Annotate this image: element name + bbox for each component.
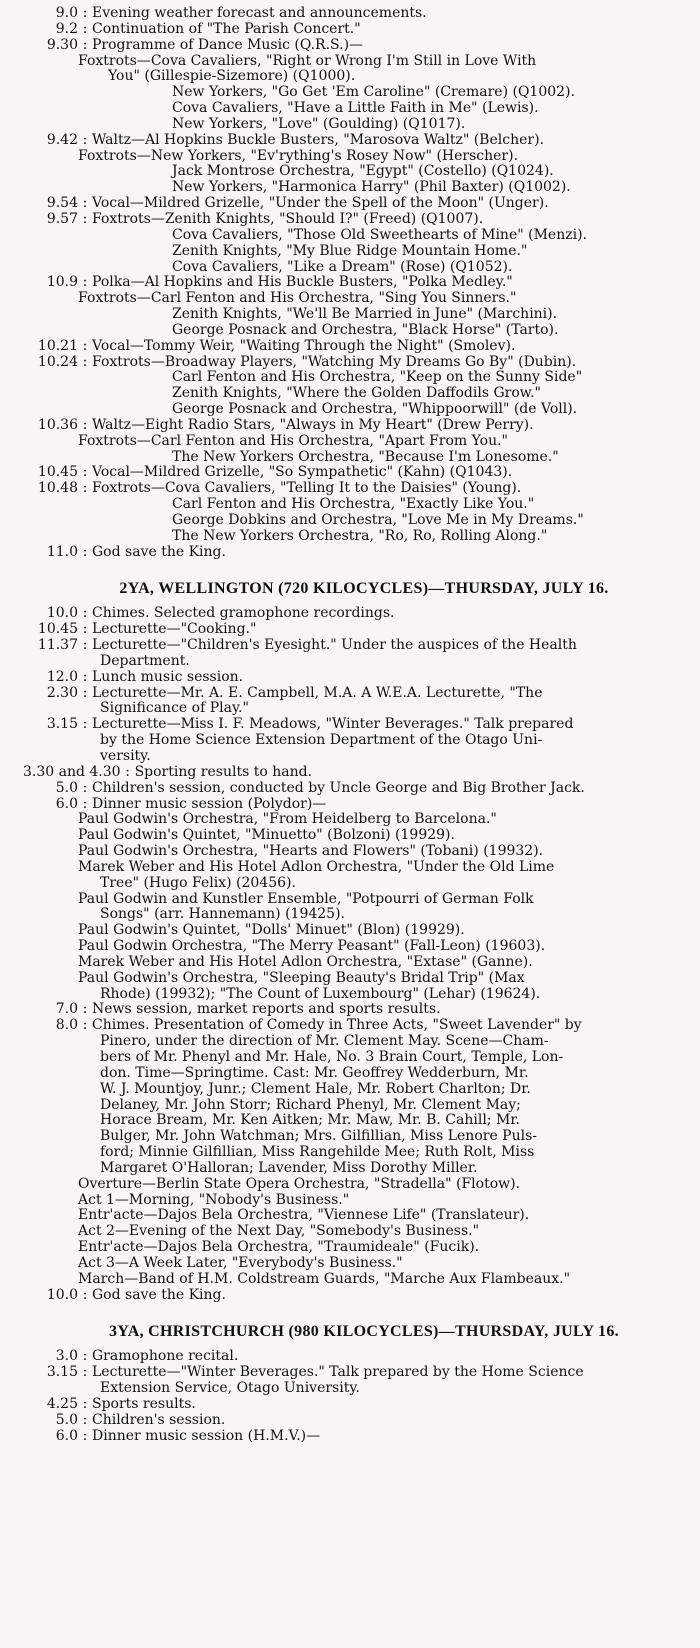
time-separator: : bbox=[82, 1287, 88, 1303]
programme-entry-continuation bbox=[20, 85, 688, 101]
entry-text: Jack Montrose Orchestra, "Egypt" (Costello) (Q1024). bbox=[172, 164, 554, 180]
programme-entry bbox=[20, 339, 688, 355]
entry-text: Paul Godwin Orchestra, "The Merry Peasant" (Fall-Leon) (19603). bbox=[78, 939, 546, 955]
entry-time: 3.15 bbox=[46, 1365, 78, 1381]
programme-entry-continuation bbox=[20, 812, 688, 828]
programme-entry bbox=[20, 1413, 688, 1429]
time-separator: : bbox=[82, 638, 88, 654]
entry-text: Foxtrots—Broadway Players, "Watching My Dreams Go By" (Dubin). bbox=[92, 354, 577, 370]
entry-text: Entr'acte—Dajos Bela Orchestra, "Traumideale" (Fucik). bbox=[78, 1240, 480, 1256]
programme-entry-continuation bbox=[20, 654, 688, 670]
programme-entry-continuation bbox=[20, 1129, 688, 1145]
entry-text: Overture—Berlin State Opera Orchestra, "Stradella" (Flotow). bbox=[78, 1176, 521, 1192]
programme-entry-continuation bbox=[20, 1177, 688, 1193]
programme-entry-continuation bbox=[20, 971, 688, 987]
entry-text: New Yorkers, "Love" (Goulding) (Q1017). bbox=[172, 116, 466, 132]
entry-text: Foxtrots—Zenith Knights, "Should I?" (Freed) (Q1007). bbox=[92, 211, 484, 227]
programme-entry-continuation bbox=[20, 69, 688, 85]
entry-text: Zenith Knights, "Where the Golden Daffodils Grow." bbox=[172, 386, 541, 402]
entry-time: 10.36 bbox=[37, 417, 78, 433]
time-separator: : bbox=[82, 780, 88, 796]
entry-text: Evening weather forecast and announcements. bbox=[92, 6, 427, 21]
programme-entry bbox=[20, 481, 688, 497]
entry-time: 10.0 bbox=[46, 606, 78, 622]
programme-entry bbox=[20, 1365, 688, 1381]
entry-text: Delaney, Mr. John Storr; Richard Phenyl, Mr. Clement May; bbox=[100, 1097, 521, 1113]
programme-entry-continuation bbox=[20, 907, 688, 923]
entry-text: Entr'acte—Dajos Bela Orchestra, "Viennese Life" (Translateur). bbox=[78, 1208, 530, 1224]
entry-text: News session, market reports and sports results. bbox=[92, 1002, 441, 1018]
time-separator: : bbox=[82, 1428, 88, 1444]
entry-text: Paul Godwin's Quintet, "Dolls' Minuet" (Blon) (19929). bbox=[78, 923, 465, 939]
time-separator: : bbox=[82, 275, 88, 291]
entry-text: Paul Godwin's Quintet, "Minuetto" (Bolzoni) (19929). bbox=[78, 828, 455, 844]
entry-text: Act 2—Evening of the Next Day, "Somebody's Business." bbox=[78, 1224, 480, 1240]
programme-entry-continuation bbox=[20, 701, 688, 717]
programme-entry-continuation bbox=[20, 244, 688, 260]
entry-time: 11.0 bbox=[46, 544, 78, 560]
programme-entry bbox=[20, 212, 688, 228]
programme-entry bbox=[20, 1288, 688, 1304]
entry-text: Continuation of "The Parish Concert." bbox=[92, 21, 361, 37]
time-separator: : bbox=[82, 6, 88, 21]
entry-text: Vocal—Mildred Grizelle, "So Sympathetic" (Kahn) (Q1043). bbox=[92, 465, 513, 481]
entry-time: 9.57 bbox=[46, 211, 78, 227]
programme-entry-continuation bbox=[20, 370, 688, 386]
entry-text: Paul Godwin's Orchestra, "Sleeping Beauty's Bridal Trip" (Max bbox=[78, 970, 525, 986]
programme-entry-continuation bbox=[20, 164, 688, 180]
programme-entry-continuation bbox=[20, 1208, 688, 1224]
entry-text: Lecturette—"Cooking." bbox=[92, 622, 257, 638]
time-separator: : bbox=[82, 1349, 88, 1365]
time-separator: : bbox=[82, 338, 88, 354]
entry-text: Foxtrots—Cova Cavaliers, "Telling It to the Daisies" (Young). bbox=[92, 481, 522, 497]
time-separator: : bbox=[82, 481, 88, 497]
programme-entry-continuation bbox=[20, 733, 688, 749]
entry-text: Rhode) (19932); "The Count of Luxembourg" (Lehar) (19624). bbox=[100, 986, 541, 1002]
time-separator: : bbox=[82, 685, 88, 701]
entry-text: Sporting results to hand. bbox=[134, 764, 312, 780]
time-separator: : bbox=[82, 606, 88, 622]
entry-text: Cova Cavaliers, "Those Old Sweethearts of Mine" (Menzi). bbox=[172, 227, 587, 243]
entry-text: Dinner music session (H.M.V.)— bbox=[92, 1428, 321, 1444]
entry-time: 9.30 bbox=[46, 37, 78, 53]
programme-entry bbox=[20, 38, 688, 54]
programme-section-continuation bbox=[20, 6, 688, 561]
entry-text: Polka—Al Hopkins and His Buckle Busters, "Polka Medley." bbox=[92, 275, 513, 291]
programme-section-2ya bbox=[20, 606, 688, 1303]
programme-entry-continuation bbox=[20, 291, 688, 307]
entry-text: Marek Weber and His Hotel Adlon Orchestra, "Extase" (Ganne). bbox=[78, 954, 533, 970]
programme-entry bbox=[20, 797, 688, 813]
programme-entry-continuation bbox=[20, 117, 688, 133]
programme-entry bbox=[20, 781, 688, 797]
time-separator: : bbox=[82, 211, 88, 227]
programme-entry-continuation bbox=[20, 260, 688, 276]
entry-text: God save the King. bbox=[92, 544, 226, 560]
entry-time: 12.0 bbox=[46, 669, 78, 685]
programme-entry-continuation bbox=[20, 955, 688, 971]
entry-text: Waltz—Al Hopkins Buckle Busters, "Marosova Waltz" (Belcher). bbox=[92, 132, 544, 148]
programme-entry bbox=[20, 622, 688, 638]
entry-text: Lecturette—"Children's Eyesight." Under the auspices of the Health bbox=[92, 638, 577, 654]
entry-text: The New Yorkers Orchestra, "Because I'm Lonesome." bbox=[172, 449, 559, 465]
programme-entry bbox=[20, 1018, 688, 1034]
programme-entry bbox=[20, 465, 688, 481]
time-separator: : bbox=[82, 465, 88, 481]
entry-text: The New Yorkers Orchestra, "Ro, Ro, Rolling Along." bbox=[172, 528, 548, 544]
programme-entry bbox=[20, 545, 688, 561]
entry-text: ford; Minnie Gilfillian, Miss Rangehilde Mee; Ruth Rolt, Miss bbox=[100, 1145, 535, 1161]
programme-entry-continuation bbox=[20, 860, 688, 876]
programme-entry bbox=[20, 670, 688, 686]
time-separator: : bbox=[82, 1396, 88, 1412]
entry-text: Vocal—Tommy Weir, "Waiting Through the Night" (Smolev). bbox=[92, 338, 516, 354]
programme-entry-continuation bbox=[20, 228, 688, 244]
entry-text: Children's session, conducted by Uncle George and Big Brother Jack. bbox=[92, 780, 585, 796]
time-separator: : bbox=[82, 1412, 88, 1428]
time-separator: : bbox=[82, 796, 88, 812]
entry-time: 6.0 bbox=[55, 796, 78, 812]
programme-entry-continuation bbox=[20, 1224, 688, 1240]
entry-text: New Yorkers, "Harmonica Harry" (Phil Baxter) (Q1002). bbox=[172, 180, 571, 196]
entry-text: Lecturette—Miss I. F. Meadows, "Winter Beverages." Talk prepared bbox=[92, 717, 574, 733]
programme-entry-continuation bbox=[20, 529, 688, 545]
time-separator: : bbox=[82, 417, 88, 433]
programme-entry-continuation bbox=[20, 1256, 688, 1272]
programme-entry-continuation bbox=[20, 307, 688, 323]
entry-text: by the Home Science Extension Department of the Otago Uni- bbox=[100, 733, 543, 749]
programme-entry-continuation bbox=[20, 1082, 688, 1098]
programme-entry-continuation bbox=[20, 1066, 688, 1082]
entry-text: Zenith Knights, "My Blue Ridge Mountain Home." bbox=[172, 243, 528, 259]
entry-time: 3.30 and 4.30 bbox=[23, 764, 121, 780]
entry-text: God save the King. bbox=[92, 1287, 226, 1303]
entry-text: Foxtrots—New Yorkers, "Ev'rything's Rosey Now" (Herscher). bbox=[78, 148, 519, 164]
programme-entry-continuation bbox=[20, 101, 688, 117]
programme-entry-continuation bbox=[20, 828, 688, 844]
entry-text: Lunch music session. bbox=[92, 669, 244, 685]
entry-text: Zenith Knights, "We'll Be Married in June" (Marchini). bbox=[172, 307, 558, 323]
programme-entry-continuation bbox=[20, 1113, 688, 1129]
entry-text: versity. bbox=[100, 748, 151, 764]
programme-entry-continuation bbox=[20, 1050, 688, 1066]
entry-text: Children's session. bbox=[92, 1412, 226, 1428]
entry-time: 8.0 bbox=[55, 1018, 78, 1034]
station-heading-3ya: 3YA, CHRISTCHURCH (980 KILOCYCLES)—THURSDAY, JULY 16. bbox=[109, 1322, 619, 1340]
programme-entry bbox=[20, 606, 688, 622]
entry-text: New Yorkers, "Go Get 'Em Caroline" (Cremare) (Q1002). bbox=[172, 85, 575, 101]
entry-text: Act 1—Morning, "Nobody's Business." bbox=[78, 1192, 350, 1208]
programme-entry-continuation bbox=[20, 923, 688, 939]
programme-entry bbox=[20, 418, 688, 434]
entry-time: 10.45 bbox=[37, 465, 78, 481]
entry-text: Foxtrots—Cova Cavaliers, "Right or Wrong I'm Still in Love With bbox=[78, 53, 537, 69]
programme-entry-continuation bbox=[20, 987, 688, 1003]
station-heading-2ya: 2YA, WELLINGTON (720 KILOCYCLES)—THURSDAY, JULY 16. bbox=[119, 579, 609, 597]
programme-entry bbox=[20, 196, 688, 212]
entry-text: Pinero, under the direction of Mr. Clement May. Scene—Cham- bbox=[100, 1034, 549, 1050]
entry-text: Chimes. Presentation of Comedy in Three Acts, "Sweet Lavender" by bbox=[92, 1018, 582, 1034]
entry-time: 5.0 bbox=[55, 1412, 78, 1428]
entry-text: Cova Cavaliers, "Like a Dream" (Rose) (Q1052). bbox=[172, 259, 513, 275]
programme-entry bbox=[20, 6, 688, 22]
time-separator: : bbox=[82, 622, 88, 638]
programme-entry bbox=[20, 1349, 688, 1365]
entry-text: Margaret O'Halloran; Lavender, Miss Dorothy Miller. bbox=[100, 1160, 478, 1176]
programme-entry-continuation bbox=[20, 402, 688, 418]
entry-time: 9.54 bbox=[46, 196, 78, 212]
time-separator: : bbox=[82, 1018, 88, 1034]
time-separator: : bbox=[82, 544, 88, 560]
programme-entry bbox=[20, 275, 688, 291]
entry-text: Waltz—Eight Radio Stars, "Always in My Heart" (Drew Perry). bbox=[92, 417, 534, 433]
programme-entry-continuation bbox=[20, 180, 688, 196]
programme-entry-continuation bbox=[20, 1145, 688, 1161]
programme-entry-continuation bbox=[20, 876, 688, 892]
entry-time: 4.25 bbox=[46, 1396, 78, 1412]
programme-entry bbox=[20, 1429, 688, 1445]
entry-time: 10.45 bbox=[37, 622, 78, 638]
entry-text: Cova Cavaliers, "Have a Little Faith in Me" (Lewis). bbox=[172, 101, 539, 117]
time-separator: : bbox=[82, 1365, 88, 1381]
entry-text: George Dobkins and Orchestra, "Love Me in My Dreams." bbox=[172, 513, 584, 528]
entry-text: Carl Fenton and His Orchestra, "Exactly Like You." bbox=[172, 497, 535, 513]
entry-time: 10.48 bbox=[37, 481, 78, 497]
time-separator: : bbox=[82, 717, 88, 733]
entry-text: March—Band of H.M. Coldstream Guards, "Marche Aux Flambeaux." bbox=[78, 1271, 571, 1287]
programme-entry-continuation bbox=[20, 149, 688, 165]
time-separator: : bbox=[82, 354, 88, 370]
programme-entry bbox=[20, 133, 688, 149]
entry-time: 10.21 bbox=[37, 338, 78, 354]
programme-entry bbox=[20, 765, 688, 781]
entry-text: Chimes. Selected gramophone recordings. bbox=[92, 606, 395, 622]
entry-time: 10.9 bbox=[46, 275, 78, 291]
entry-text: Act 3—A Week Later, "Everybody's Business." bbox=[78, 1255, 403, 1271]
entry-time: 3.0 bbox=[55, 1349, 78, 1365]
entry-text: Sports results. bbox=[92, 1396, 196, 1412]
entry-text: Horace Bream, Mr. Ken Aitken; Mr. Maw, Mr. B. Cahill; Mr. bbox=[100, 1113, 520, 1129]
time-separator: : bbox=[82, 196, 88, 212]
programme-entry-continuation bbox=[20, 450, 688, 466]
programme-entry-continuation bbox=[20, 323, 688, 339]
entry-text: Significance of Play." bbox=[100, 701, 249, 717]
programme-entry-continuation bbox=[20, 892, 688, 908]
entry-text: Gramophone recital. bbox=[92, 1349, 239, 1365]
programme-entry-continuation bbox=[20, 1240, 688, 1256]
programme-entry-continuation bbox=[20, 54, 688, 70]
entry-text: Programme of Dance Music (Q.R.S.)— bbox=[92, 37, 364, 53]
programme-entry-continuation bbox=[20, 386, 688, 402]
programme-entry bbox=[20, 22, 688, 38]
entry-text: Extension Service, Otago University. bbox=[100, 1381, 360, 1397]
entry-text: bers of Mr. Phenyl and Mr. Hale, No. 3 Brain Court, Temple, Lon- bbox=[100, 1050, 564, 1065]
programme-entry bbox=[20, 686, 688, 702]
entry-time: 5.0 bbox=[55, 780, 78, 796]
entry-time: 10.24 bbox=[37, 354, 78, 370]
programme-entry-continuation bbox=[20, 1098, 688, 1114]
entry-text: don. Time—Springtime. Cast: Mr. Geoffrey Wedderburn, Mr. bbox=[100, 1065, 529, 1081]
programme-entry-continuation bbox=[20, 1193, 688, 1209]
time-separator: : bbox=[125, 764, 130, 780]
entry-text: W. J. Mountjoy, Junr.; Clement Hale, Mr. Robert Charlton; Dr. bbox=[100, 1081, 531, 1097]
entry-time: 9.2 bbox=[55, 21, 78, 37]
programme-entry bbox=[20, 638, 688, 654]
programme-entry-continuation bbox=[20, 434, 688, 450]
entry-time: 3.15 bbox=[46, 717, 78, 733]
entry-time: 2.30 bbox=[46, 685, 78, 701]
programme-entry bbox=[20, 717, 688, 733]
entry-text: Paul Godwin and Kunstler Ensemble, "Potpourri of German Folk bbox=[78, 891, 534, 907]
entry-text: Foxtrots—Carl Fenton and His Orchestra, "Sing You Sinners." bbox=[78, 291, 517, 307]
entry-time: 9.42 bbox=[46, 132, 78, 148]
time-separator: : bbox=[82, 669, 88, 685]
entry-text: Lecturette—"Winter Beverages." Talk prepared by the Home Science bbox=[92, 1365, 584, 1381]
time-separator: : bbox=[82, 132, 88, 148]
entry-time: 6.0 bbox=[55, 1428, 78, 1444]
time-separator: : bbox=[82, 1002, 88, 1018]
entry-text: Carl Fenton and His Orchestra, "Keep on the Sunny Side" bbox=[172, 370, 583, 386]
programme-entry-continuation bbox=[20, 749, 688, 765]
entry-text: Foxtrots—Carl Fenton and His Orchestra, "Apart From You." bbox=[78, 433, 508, 449]
entry-time: 10.0 bbox=[46, 1287, 78, 1303]
entry-time: 11.37 bbox=[37, 638, 78, 654]
programme-entry-continuation bbox=[20, 1161, 688, 1177]
entry-text: Paul Godwin's Orchestra, "Hearts and Flowers" (Tobani) (19932). bbox=[78, 844, 544, 860]
time-separator: : bbox=[82, 37, 88, 53]
programme-entry bbox=[20, 1397, 688, 1413]
entry-text: Marek Weber and His Hotel Adlon Orchestra, "Under the Old Lime bbox=[78, 859, 555, 875]
programme-entry-continuation bbox=[20, 497, 688, 513]
entry-text: Songs" (arr. Hannemann) (19425). bbox=[100, 907, 345, 923]
programme-entry-continuation bbox=[20, 1381, 688, 1397]
programme-entry-continuation bbox=[20, 939, 688, 955]
programme-entry bbox=[20, 355, 688, 371]
time-separator: : bbox=[82, 21, 88, 37]
entry-text: George Posnack and Orchestra, "Black Horse" (Tarto). bbox=[172, 322, 559, 338]
programme-entry-continuation bbox=[20, 513, 688, 529]
entry-text: George Posnack and Orchestra, "Whippoorwill" (de Voll). bbox=[172, 402, 578, 418]
entry-text: Bulger, Mr. John Watchman; Mrs. Gilfillian, Miss Lenore Puls- bbox=[100, 1129, 538, 1145]
entry-text: Dinner music session (Polydor)— bbox=[92, 796, 327, 812]
programme-entry bbox=[20, 1002, 688, 1018]
entry-text: Paul Godwin's Orchestra, "From Heidelberg to Barcelona." bbox=[78, 812, 497, 828]
entry-text: Vocal—Mildred Grizelle, "Under the Spell of the Moon" (Unger). bbox=[92, 196, 549, 212]
programme-entry-continuation bbox=[20, 1034, 688, 1050]
programme-entry-continuation bbox=[20, 1272, 688, 1288]
programme-entry-continuation bbox=[20, 844, 688, 860]
entry-text: Tree" (Hugo Felix) (20456). bbox=[100, 875, 296, 891]
entry-time: 9.0 bbox=[55, 6, 78, 21]
entry-text: You" (Gillespie-Sizemore) (Q1000). bbox=[108, 69, 356, 85]
entry-time: 7.0 bbox=[55, 1002, 78, 1018]
entry-text: Department. bbox=[100, 653, 190, 669]
programme-section-3ya bbox=[20, 1349, 688, 1444]
entry-text: Lecturette—Mr. A. E. Campbell, M.A. A W.E.A. Lecturette, "The bbox=[92, 685, 543, 701]
